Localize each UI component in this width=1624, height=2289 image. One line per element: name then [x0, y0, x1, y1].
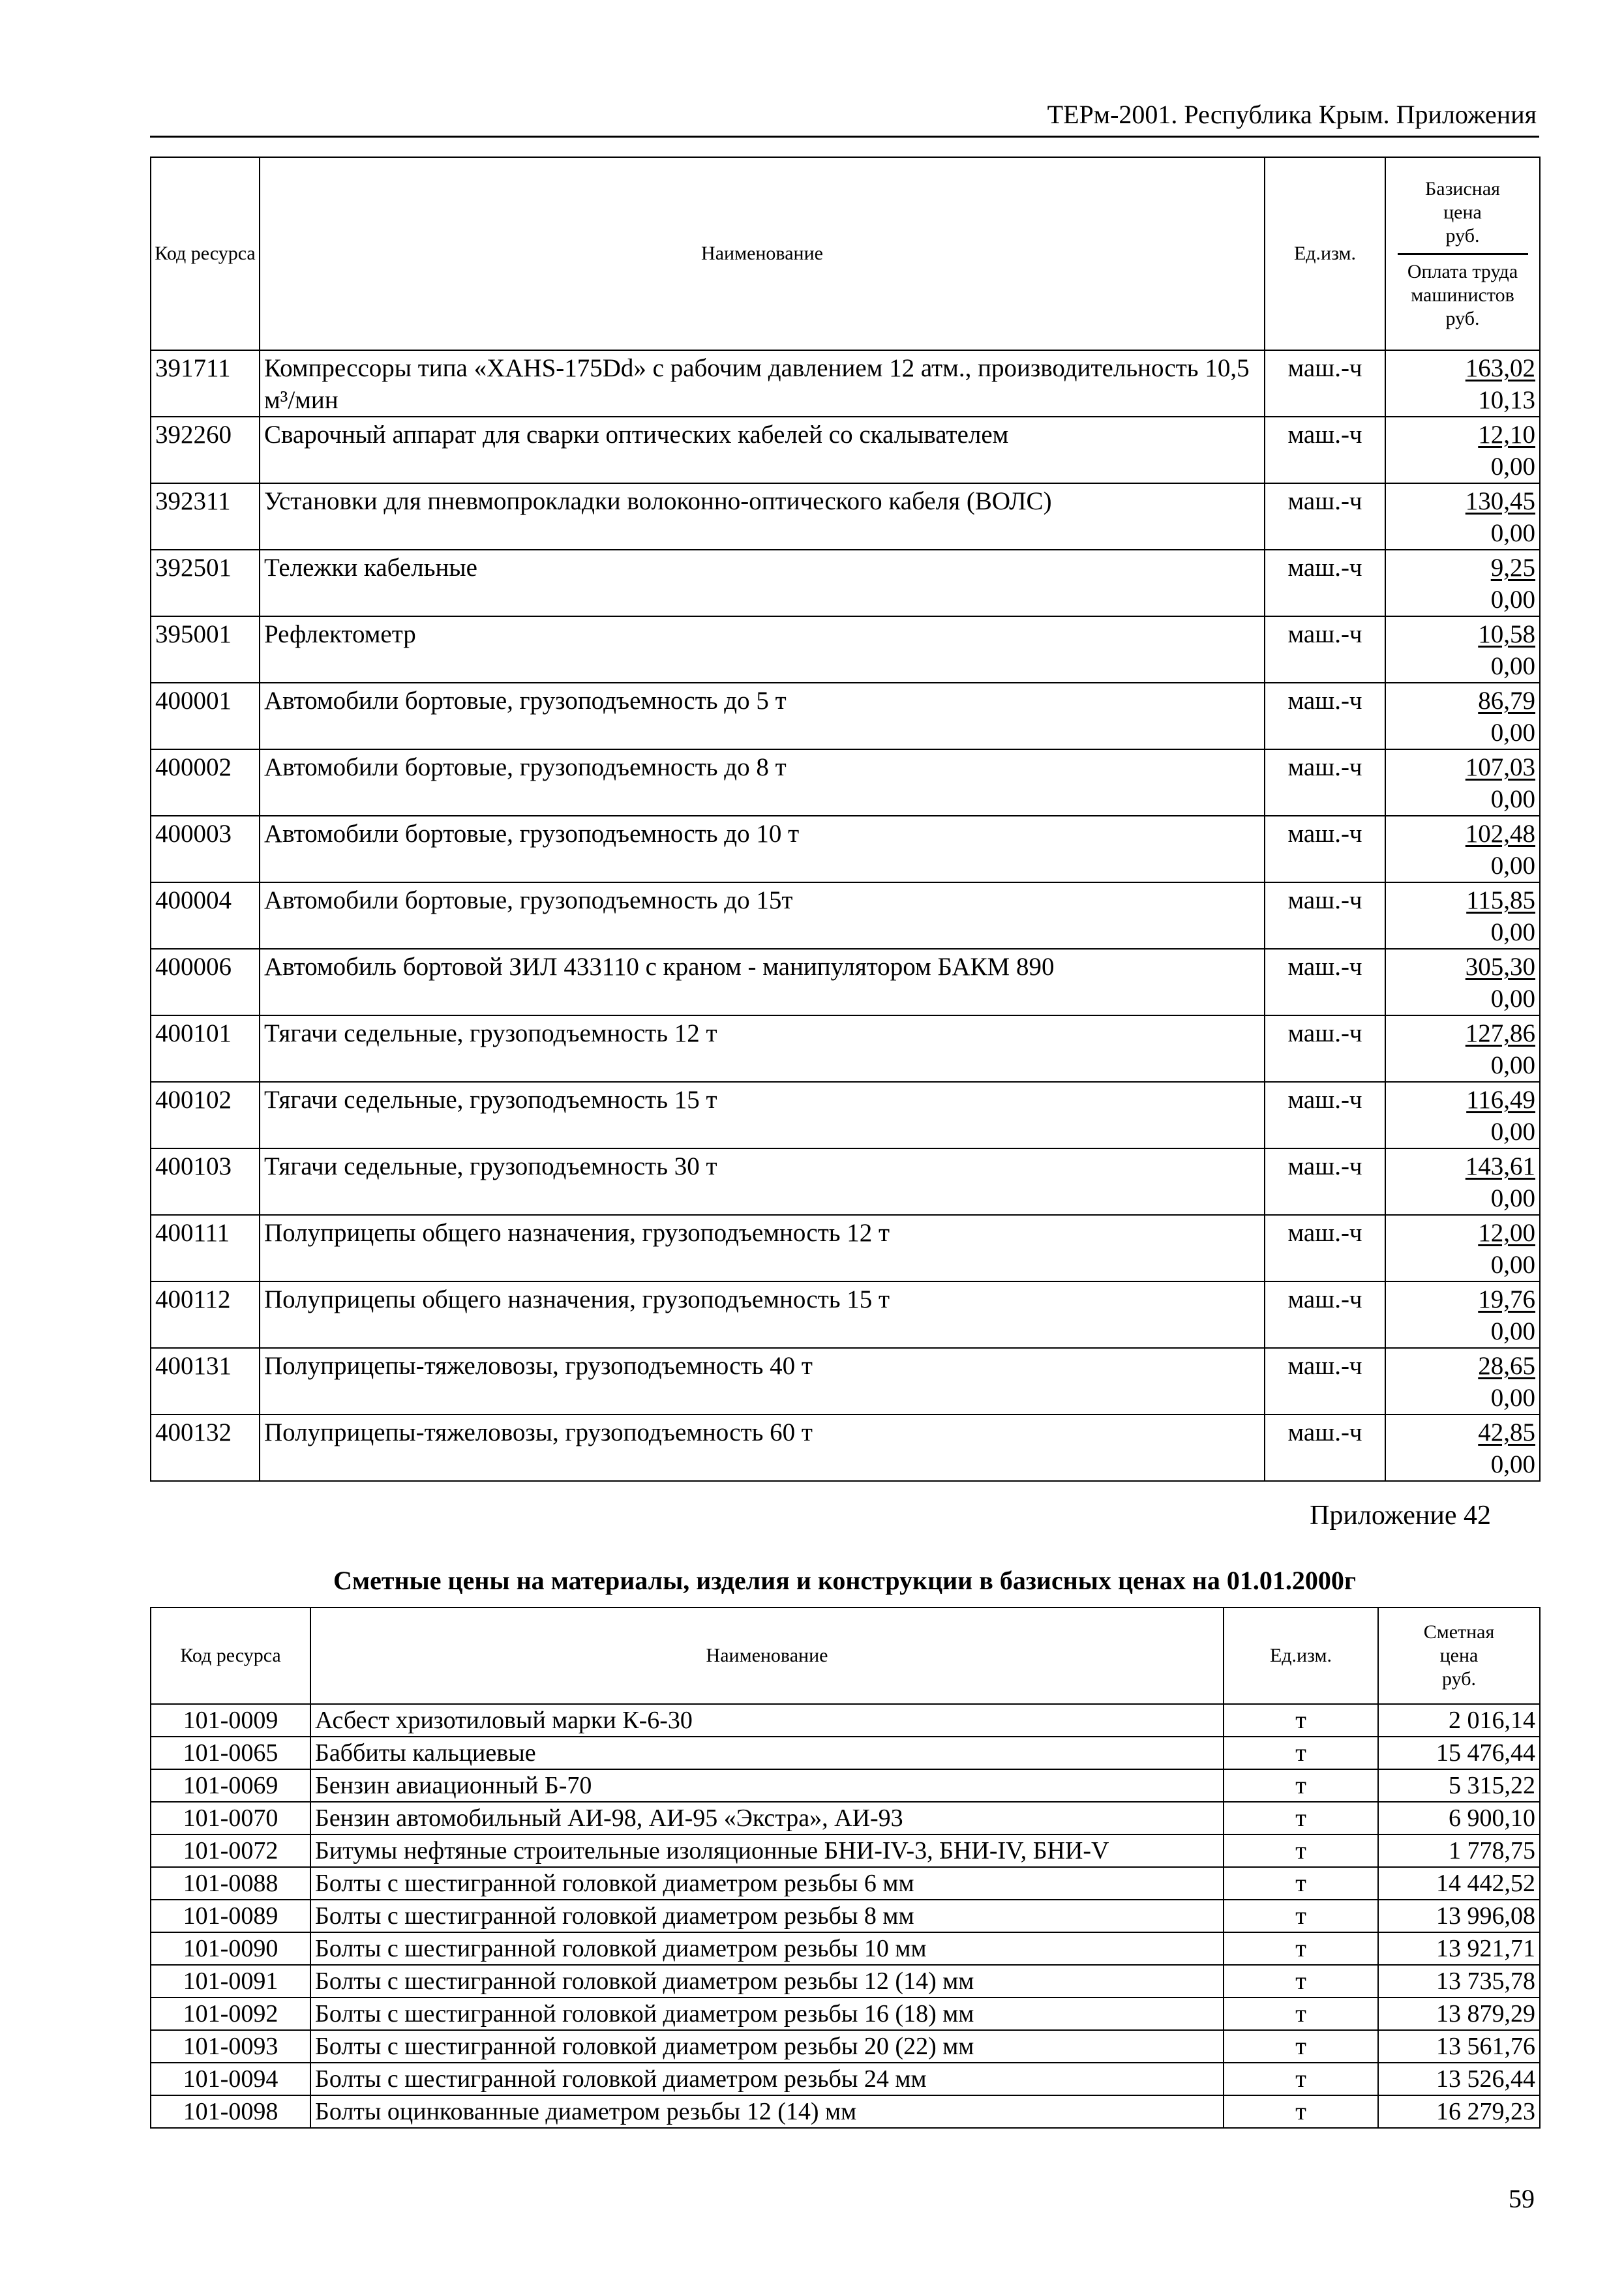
base-price: 28,65: [1478, 1352, 1535, 1380]
table-row: [151, 1867, 1540, 1900]
table-row: [151, 816, 1540, 882]
price-cell: [1385, 1082, 1540, 1148]
resource-name: Бензин авиационный Б-70: [310, 1769, 1224, 1802]
price-cell: [1385, 483, 1540, 550]
operator-pay: 0,00: [1490, 1051, 1535, 1079]
table-row: [151, 2030, 1540, 2063]
table-row: [151, 417, 1540, 483]
table-row: [151, 1414, 1540, 1481]
machines-table: [150, 157, 1541, 1482]
resource-code: 400132: [151, 1414, 260, 1481]
base-price: 163,02: [1465, 354, 1535, 382]
header-price-line: цена: [1443, 201, 1482, 223]
table-row: [151, 1834, 1540, 1867]
resource-code: 400102: [151, 1082, 260, 1148]
resource-name: Тягачи седельные, грузоподъемность 30 т: [260, 1148, 1265, 1215]
resource-unit: маш.-ч: [1265, 483, 1385, 550]
resource-code: 101-0070: [151, 1802, 310, 1834]
price-cell: [1385, 683, 1540, 749]
operator-pay: 0,00: [1490, 586, 1535, 614]
base-price: 9,25: [1490, 554, 1535, 582]
estimated-price: 13 526,44: [1378, 2063, 1540, 2095]
operator-pay: 0,00: [1490, 1384, 1535, 1412]
resource-code: 392311: [151, 483, 260, 550]
table-row: [151, 882, 1540, 949]
resource-code: 400112: [151, 1281, 260, 1348]
header-price-line: руб.: [1442, 1668, 1476, 1690]
base-price: 12,10: [1478, 421, 1535, 449]
resource-name: Болты с шестигранной головкой диаметром резьбы 6 мм: [310, 1867, 1224, 1900]
resource-unit: т: [1224, 1802, 1378, 1834]
resource-unit: т: [1224, 1965, 1378, 1997]
table-row: [151, 1704, 1540, 1737]
operator-pay: 0,00: [1490, 985, 1535, 1013]
resource-unit: маш.-ч: [1265, 616, 1385, 683]
resource-unit: маш.-ч: [1265, 550, 1385, 616]
resource-name: Болты с шестигранной головкой диаметром резьбы 10 мм: [310, 1932, 1224, 1965]
appendix-label: Приложение 42: [1310, 1501, 1491, 1531]
operator-pay: 0,00: [1490, 1450, 1535, 1478]
header-divider: [1398, 253, 1528, 255]
estimated-price: 13 996,08: [1378, 1900, 1540, 1932]
resource-code: 400131: [151, 1348, 260, 1414]
table-row: [151, 550, 1540, 616]
resource-unit: маш.-ч: [1265, 949, 1385, 1015]
resource-unit: маш.-ч: [1265, 1082, 1385, 1148]
estimated-price: 13 561,76: [1378, 2030, 1540, 2063]
resource-unit: т: [1224, 1867, 1378, 1900]
materials-table-header: [151, 1608, 1540, 1704]
resource-unit: т: [1224, 2030, 1378, 2063]
header-unit: Ед.изм.: [1224, 1608, 1378, 1704]
resource-code: 101-0009: [151, 1704, 310, 1737]
header-price: [1378, 1608, 1540, 1704]
resource-name: Автомобили бортовые, грузоподъемность до 5 т: [260, 683, 1265, 749]
resource-name: Автомобили бортовые, грузоподъемность до 8 т: [260, 749, 1265, 816]
resource-code: 101-0090: [151, 1932, 310, 1965]
resource-unit: т: [1224, 1997, 1378, 2030]
table-row: [151, 683, 1540, 749]
header-code: Код ресурса: [151, 1608, 310, 1704]
table-row: [151, 949, 1540, 1015]
header-pay-line: Оплата труда: [1407, 260, 1518, 282]
resource-unit: маш.-ч: [1265, 1414, 1385, 1481]
resource-name: Полуприцепы-тяжеловозы, грузоподъемность 60 т: [260, 1414, 1265, 1481]
table-row: [151, 1015, 1540, 1082]
operator-pay: 0,00: [1490, 1251, 1535, 1279]
table-row: [151, 2095, 1540, 2128]
resource-name: Тягачи седельные, грузоподъемность 12 т: [260, 1015, 1265, 1082]
resource-unit: маш.-ч: [1265, 1215, 1385, 1281]
base-price: 115,85: [1466, 886, 1535, 914]
base-price: 12,00: [1478, 1219, 1535, 1247]
machines-table-header: [151, 157, 1540, 350]
resource-code: 101-0069: [151, 1769, 310, 1802]
operator-pay: 10,13: [1478, 386, 1535, 414]
estimated-price: 14 442,52: [1378, 1867, 1540, 1900]
resource-code: 400006: [151, 949, 260, 1015]
header-unit: Ед.изм.: [1265, 157, 1385, 350]
resource-code: 400002: [151, 749, 260, 816]
base-price: 116,49: [1466, 1086, 1535, 1114]
appendix-title: Сметные цены на материалы, изделия и конструкции в базисных ценах на 01.01.2000г: [333, 1566, 1357, 1595]
base-price: 130,45: [1465, 487, 1535, 515]
resource-code: 392501: [151, 550, 260, 616]
resource-code: 400003: [151, 816, 260, 882]
estimated-price: 13 879,29: [1378, 1997, 1540, 2030]
price-cell: [1385, 1414, 1540, 1481]
table-row: [151, 1281, 1540, 1348]
operator-pay: 0,00: [1490, 1184, 1535, 1212]
base-price: 86,79: [1478, 687, 1535, 715]
table-row: [151, 1802, 1540, 1834]
resource-name: Тележки кабельные: [260, 550, 1265, 616]
resource-name: Тягачи седельные, грузоподъемность 15 т: [260, 1082, 1265, 1148]
resource-code: 101-0092: [151, 1997, 310, 2030]
resource-name: Баббиты кальциевые: [310, 1737, 1224, 1769]
price-cell: [1385, 1148, 1540, 1215]
price-cell: [1385, 417, 1540, 483]
estimated-price: 15 476,44: [1378, 1737, 1540, 1769]
table-row: [151, 1900, 1540, 1932]
operator-pay: 0,00: [1490, 519, 1535, 547]
operator-pay: 0,00: [1490, 918, 1535, 946]
table-row: [151, 1769, 1540, 1802]
resource-name: Компрессоры типа «XAHS-175Dd» с рабочим давлением 12 атм., производительность 10,5 м³/мин: [260, 350, 1265, 417]
estimated-price: 16 279,23: [1378, 2095, 1540, 2128]
base-price: 305,30: [1465, 953, 1535, 981]
resource-unit: т: [1224, 1737, 1378, 1769]
materials-table: [150, 1607, 1541, 2129]
resource-name: Болты оцинкованные диаметром резьбы 12 (14) мм: [310, 2095, 1224, 2128]
table-row: [151, 1348, 1540, 1414]
operator-pay: 0,00: [1490, 1317, 1535, 1345]
resource-code: 400111: [151, 1215, 260, 1281]
header-title: ТЕРм-2001. Республика Крым. Приложения: [1047, 100, 1537, 129]
resource-unit: т: [1224, 1704, 1378, 1737]
resource-unit: маш.-ч: [1265, 816, 1385, 882]
running-header: [150, 97, 1539, 138]
operator-pay: 0,00: [1490, 1118, 1535, 1146]
resource-name: Болты с шестигранной головкой диаметром резьбы 12 (14) мм: [310, 1965, 1224, 1997]
header-price: [1385, 157, 1540, 350]
resource-unit: т: [1224, 1834, 1378, 1867]
table-row: [151, 350, 1540, 417]
resource-unit: маш.-ч: [1265, 882, 1385, 949]
resource-code: 101-0093: [151, 2030, 310, 2063]
operator-pay: 0,00: [1490, 453, 1535, 481]
table-row: [151, 483, 1540, 550]
resource-name: Болты с шестигранной головкой диаметром резьбы 8 мм: [310, 1900, 1224, 1932]
price-cell: [1385, 1215, 1540, 1281]
resource-name: Установки для пневмопрокладки волоконно-оптического кабеля (ВОЛС): [260, 483, 1265, 550]
resource-name: Болты с шестигранной головкой диаметром резьбы 24 мм: [310, 2063, 1224, 2095]
estimated-price: 13 735,78: [1378, 1965, 1540, 1997]
base-price: 10,58: [1478, 620, 1535, 648]
resource-unit: т: [1224, 1900, 1378, 1932]
resource-code: 101-0065: [151, 1737, 310, 1769]
resource-unit: маш.-ч: [1265, 1281, 1385, 1348]
header-pay-line: руб.: [1445, 307, 1480, 329]
resource-code: 391711: [151, 350, 260, 417]
resource-unit: т: [1224, 2095, 1378, 2128]
resource-code: 101-0091: [151, 1965, 310, 1997]
resource-name: Битумы нефтяные строительные изоляционные БНИ-IV-3, БНИ-IV, БНИ-V: [310, 1834, 1224, 1867]
base-price: 42,85: [1478, 1418, 1535, 1446]
price-cell: [1385, 616, 1540, 683]
table-row: [151, 1737, 1540, 1769]
resource-code: 101-0089: [151, 1900, 310, 1932]
resource-name: Рефлектометр: [260, 616, 1265, 683]
table-row: [151, 1997, 1540, 2030]
table-row: [151, 749, 1540, 816]
resource-name: Автомобили бортовые, грузоподъемность до 15т: [260, 882, 1265, 949]
estimated-price: 5 315,22: [1378, 1769, 1540, 1802]
header-price-line: руб.: [1445, 224, 1480, 247]
resource-unit: маш.-ч: [1265, 417, 1385, 483]
resource-name: Автомобили бортовые, грузоподъемность до 10 т: [260, 816, 1265, 882]
header-name: Наименование: [310, 1608, 1224, 1704]
resource-code: 101-0098: [151, 2095, 310, 2128]
resource-name: Полуприцепы общего назначения, грузоподъемность 15 т: [260, 1281, 1265, 1348]
base-price: 107,03: [1465, 753, 1535, 781]
resource-unit: т: [1224, 2063, 1378, 2095]
base-price: 143,61: [1465, 1152, 1535, 1180]
table-row: [151, 1932, 1540, 1965]
estimated-price: 6 900,10: [1378, 1802, 1540, 1834]
price-cell: [1385, 1348, 1540, 1414]
resource-unit: т: [1224, 1932, 1378, 1965]
table-row: [151, 616, 1540, 683]
resource-unit: маш.-ч: [1265, 1148, 1385, 1215]
header-price-line: цена: [1439, 1645, 1479, 1666]
resource-name: Болты с шестигранной головкой диаметром резьбы 20 (22) мм: [310, 2030, 1224, 2063]
price-cell: [1385, 350, 1540, 417]
estimated-price: 2 016,14: [1378, 1704, 1540, 1737]
resource-unit: т: [1224, 1769, 1378, 1802]
operator-pay: 0,00: [1490, 852, 1535, 880]
price-cell: [1385, 749, 1540, 816]
operator-pay: 0,00: [1490, 785, 1535, 813]
table-row: [151, 1965, 1540, 1997]
price-cell: [1385, 1281, 1540, 1348]
page-number: 59: [1509, 2184, 1535, 2213]
price-cell: [1385, 816, 1540, 882]
operator-pay: 0,00: [1490, 652, 1535, 680]
resource-code: 400004: [151, 882, 260, 949]
base-price: 127,86: [1465, 1019, 1535, 1047]
table-row: [151, 2063, 1540, 2095]
resource-code: 392260: [151, 417, 260, 483]
header-price-line: Сметная: [1423, 1621, 1495, 1643]
table-row: [151, 1082, 1540, 1148]
resource-name: Асбест хризотиловый марки К-6-30: [310, 1704, 1224, 1737]
resource-name: Полуприцепы общего назначения, грузоподъемность 12 т: [260, 1215, 1265, 1281]
estimated-price: 1 778,75: [1378, 1834, 1540, 1867]
header-pay-line: машинистов: [1411, 284, 1514, 306]
resource-name: Полуприцепы-тяжеловозы, грузоподъемность 40 т: [260, 1348, 1265, 1414]
resource-unit: маш.-ч: [1265, 1015, 1385, 1082]
operator-pay: 0,00: [1490, 719, 1535, 747]
resource-name: Болты с шестигранной головкой диаметром резьбы 16 (18) мм: [310, 1997, 1224, 2030]
resource-code: 101-0072: [151, 1834, 310, 1867]
header-name: Наименование: [260, 157, 1265, 350]
resource-code: 395001: [151, 616, 260, 683]
base-price: 102,48: [1465, 820, 1535, 848]
resource-name: Автомобиль бортовой ЗИЛ 433110 с краном - манипулятором БАКМ 890: [260, 949, 1265, 1015]
estimated-price: 13 921,71: [1378, 1932, 1540, 1965]
header-price-line: Базисная: [1425, 177, 1500, 200]
resource-code: 400001: [151, 683, 260, 749]
price-cell: [1385, 949, 1540, 1015]
header-code: Код ресурса: [151, 157, 260, 350]
base-price: 19,76: [1478, 1285, 1535, 1313]
resource-unit: маш.-ч: [1265, 749, 1385, 816]
resource-code: 400101: [151, 1015, 260, 1082]
price-cell: [1385, 1015, 1540, 1082]
resource-code: 101-0088: [151, 1867, 310, 1900]
price-cell: [1385, 550, 1540, 616]
price-cell: [1385, 882, 1540, 949]
resource-code: 101-0094: [151, 2063, 310, 2095]
resource-unit: маш.-ч: [1265, 350, 1385, 417]
resource-code: 400103: [151, 1148, 260, 1215]
resource-name: Бензин автомобильный АИ-98, АИ-95 «Экстра», АИ-93: [310, 1802, 1224, 1834]
resource-unit: маш.-ч: [1265, 683, 1385, 749]
resource-name: Сварочный аппарат для сварки оптических кабелей со скалывателем: [260, 417, 1265, 483]
table-row: [151, 1148, 1540, 1215]
resource-unit: маш.-ч: [1265, 1348, 1385, 1414]
table-row: [151, 1215, 1540, 1281]
